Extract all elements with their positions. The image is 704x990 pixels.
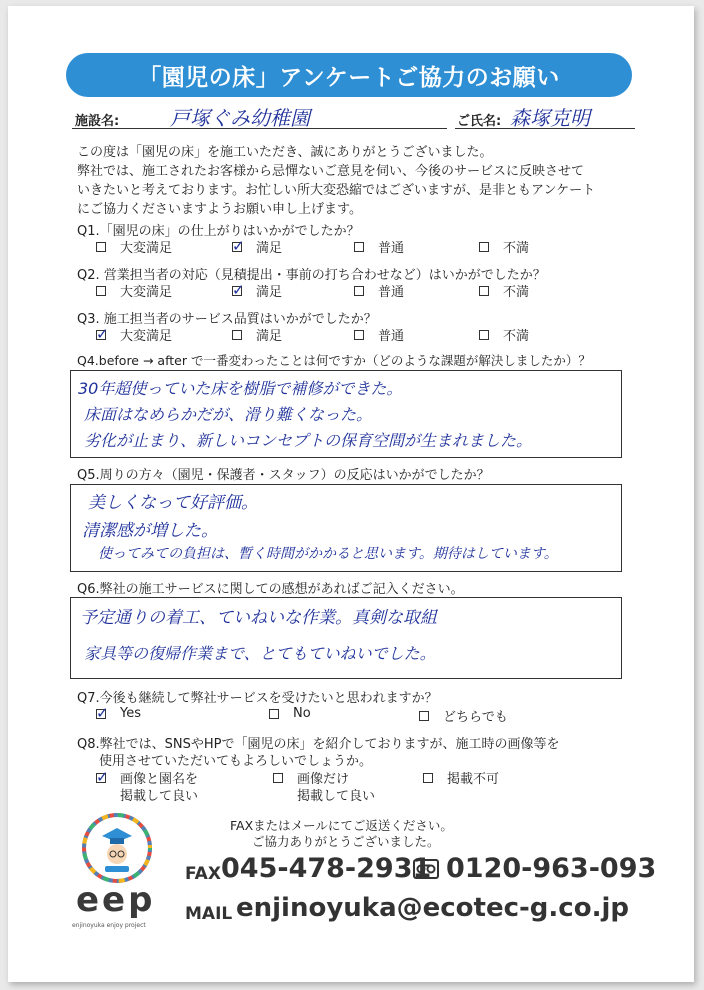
q6-answer-line: 予定通りの着工、ていねいな作業。真剣な取組 [80,608,437,628]
option-label: 普通 [378,329,405,344]
q6-answer-line: 家具等の復帰作業まで、とてもていねいでした。 [84,644,436,663]
option-label: 満足 [256,329,283,344]
q3-question: Q3. 施工担当者のサービス品質はいかがでしたか？ [77,312,377,327]
q3-option[interactable] [232,325,282,344]
checkbox[interactable] [96,767,109,786]
option-label: 満足 [256,241,283,256]
checkbox[interactable] [269,709,279,719]
q4-answer-line: 劣化が止まり、新しいコンセプトの保育空間が生まれました。 [84,431,533,450]
q4-answer-line: 30年超使っていた床を樹脂で補修ができた。 [78,379,403,398]
freedial-number: 0120-963-093 [446,853,657,884]
mail-label: MAIL [185,904,233,924]
q5-answer-line: 美しくなって好評価。 [88,493,258,513]
checkbox[interactable] [96,286,106,296]
q8-question-line2: 使用させていただいてもよろしいでしょうか。 [99,754,373,769]
q8-question: Q8.弊社では、SNSやHPで「園児の床」を紹介しておりますが、施工時の画像等を [77,737,560,752]
q3-option[interactable] [479,325,529,344]
page-title: 「園児の床」アンケートご協力のお願い [66,53,632,97]
checkmark-icon: ✓ [96,324,109,343]
q8-option[interactable] [423,768,499,787]
q7-option[interactable] [419,706,508,725]
fax-label: FAX [185,864,221,884]
q7-option[interactable] [96,703,141,722]
q5-answer-line: 使ってみての負担は、暫く時間がかかると思います。期待はしています。 [98,546,558,562]
intro-text [77,143,595,219]
option-label: 不満 [503,329,530,344]
checkbox[interactable] [232,330,242,340]
checkbox[interactable] [273,773,283,783]
q8-option-line2: 掲載して良い [120,789,199,804]
facility-value: 戸塚ぐみ幼稚園 [170,106,310,130]
logo-tagline: enjinoyuka enjoy project [72,922,146,929]
mail-address[interactable]: enjinoyuka@ecotec-g.co.jp [236,893,629,923]
checkbox[interactable] [419,711,429,721]
intro-line: 弊社では、施工されたお客様から忌憚ないご意見を伺い、今後のサービスに反映させて [77,164,585,179]
checkbox[interactable] [479,242,489,252]
option-label: No [293,706,311,721]
option-label: 普通 [378,241,405,256]
q2-option[interactable] [354,281,404,300]
reply-instructions: FAXまたはメールにてご返送ください。 [230,818,453,833]
intro-line: この度は「園児の床」を施工いただき、誠にありがとうございました。 [77,145,493,160]
option-label: 大変満足 [120,241,173,256]
option-label: どちらでも [443,710,508,725]
option-label: Yes [120,706,141,721]
checkbox[interactable] [96,703,109,722]
checkmark-icon: ✓ [232,236,245,255]
option-label: 普通 [378,285,405,300]
q4-answer-line: 床面はなめらかだが、滑り難くなった。 [84,405,373,424]
checkbox[interactable] [232,236,245,255]
freedial-icon [413,859,439,879]
option-label: 掲載不可 [447,772,500,787]
q1-option[interactable] [479,237,529,256]
q1-option[interactable] [96,237,172,256]
checkbox[interactable] [232,280,245,299]
option-label: 満足 [256,285,283,300]
q5-question: Q5.周りの方々（園児・保護者・スタッフ）の反応はいかがでしたか？ [77,468,490,483]
intro-line: にご協力くださいますようお願い申し上げます。 [77,202,362,217]
checkbox[interactable] [96,324,109,343]
checkbox[interactable] [423,773,433,783]
eep-logo-icon [72,808,162,888]
option-label: 不満 [503,241,530,256]
customer-value: 森塚克明 [510,106,590,130]
q8-option-line2: 掲載して良い [297,789,376,804]
q7-question: Q7.今後も継続して弊社サービスを受けたいと思われますか？ [77,691,438,706]
option-label: 画像だけ [297,772,350,787]
option-label: 不満 [503,285,530,300]
thanks-text: ご協力ありがとうございました。 [252,834,440,849]
q2-question: Q2. 営業担当者の対応（見積提出・事前の打ち合わせなど）はいかがでしたか？ [77,268,546,283]
logo-text: eep [76,880,156,920]
checkbox[interactable] [479,286,489,296]
checkmark-icon: ✓ [232,280,245,299]
q1-option[interactable] [354,237,404,256]
customer-label: ご氏名: [457,114,502,129]
checkbox[interactable] [479,330,489,340]
intro-line: いきたいと考えております。お忙しい所大変恐縮ではございますが、是非ともアンケート [77,183,596,198]
q5-answer-line: 清潔感が増した。 [82,521,218,541]
q1-question: Q1.「園児の床」の仕上がりはいかがでしたか？ [77,224,360,239]
q2-option[interactable] [232,281,282,300]
facility-underline [72,128,447,129]
option-label: 画像と園名を [120,772,199,787]
customer-underline [455,128,635,129]
option-label: 大変満足 [120,329,173,344]
facility-label: 施設名: [75,114,120,129]
q1-option[interactable] [232,237,282,256]
q2-option[interactable] [96,281,172,300]
checkbox[interactable] [354,330,364,340]
q7-option[interactable] [269,706,311,721]
checkbox[interactable] [96,242,106,252]
q6-question: Q6.弊社の施工サービスに関しての感想があればご記入ください。 [77,582,464,597]
q3-option[interactable] [96,325,172,344]
option-label: 大変満足 [120,285,173,300]
q2-option[interactable] [479,281,529,300]
checkbox[interactable] [354,242,364,252]
checkmark-icon: ✓ [96,703,109,722]
checkbox[interactable] [354,286,364,296]
q3-option[interactable] [354,325,404,344]
q4-question: Q4.before → after で一番変わったことは何ですか（どのような課題が解決しましたか）？ [77,353,591,368]
checkmark-icon: ✓ [96,767,109,786]
fax-number: 045-478-2931 [221,853,432,884]
